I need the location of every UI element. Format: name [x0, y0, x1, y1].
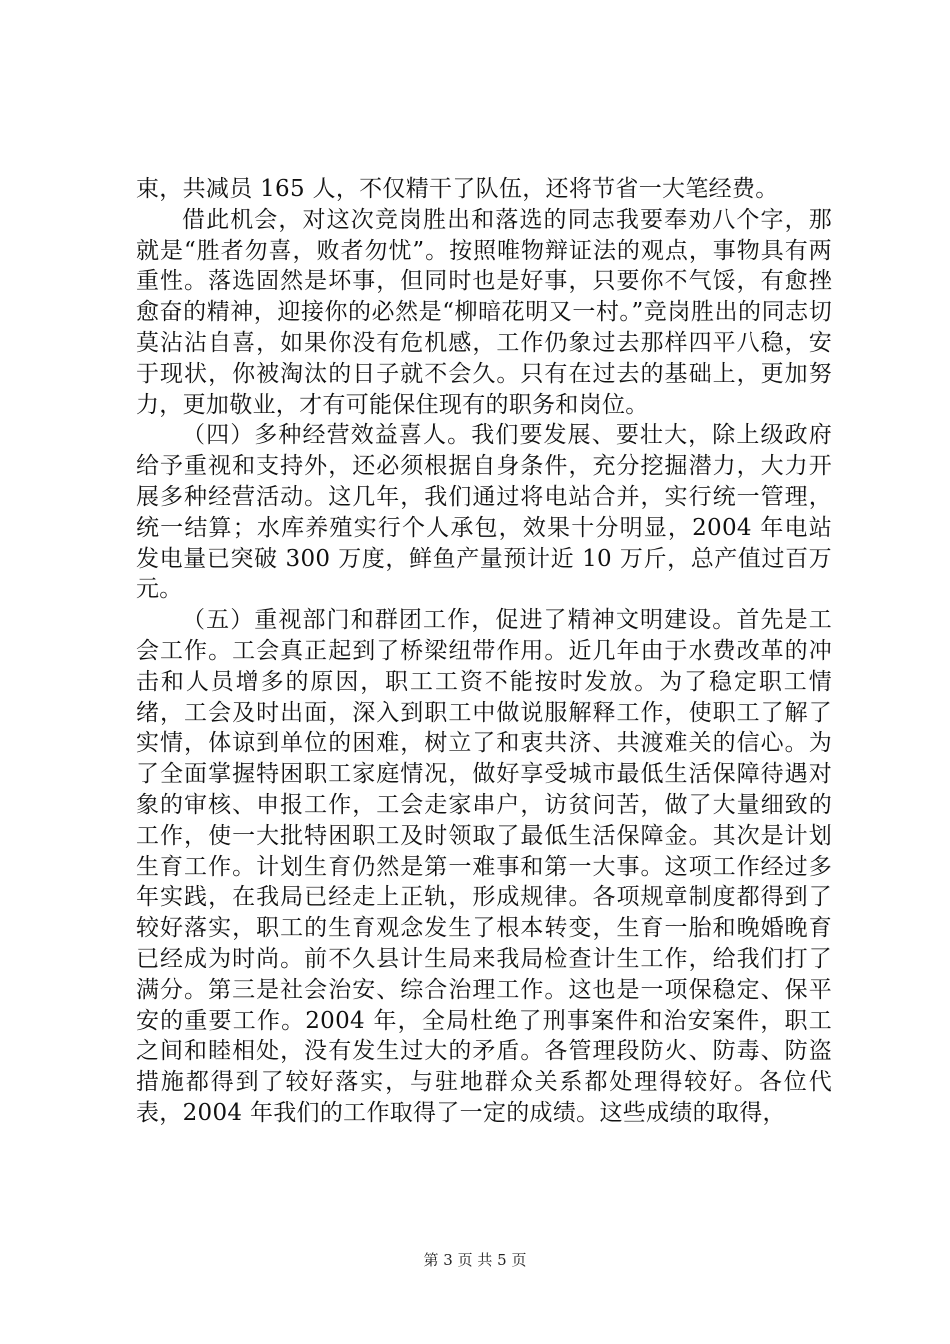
- paragraph-3: （四）多种经营效益喜人。我们要发展、要壮大，除上级政府给予重视和支持外，还必须根据自身条件，充分挖掘潜力，大力开展多种经营活动。这几年，我们通过将电站合并，实行统一管理，统一结算；水库养殖实行个人承包，效果十分明显，2004 年电站发电量已突破 300 万度，鲜鱼产量预计近 10 万斤，总产值过百万元。: [136, 422, 832, 603]
- page-footer: 第 3 页 共 5 页: [423, 1251, 527, 1269]
- paragraph-1: 束，共减员 165 人，不仅精干了队伍，还将节省一大笔经费。: [136, 176, 779, 202]
- paragraph-2: 借此机会，对这次竞岗胜出和落选的同志我要奉劝八个字，那就是“胜者勿喜，败者勿忧”。按照唯物辩证法的观点，事物具有两重性。落选固然是坏事，但同时也是好事，只要你不气馁，有愈挫愈奋的精神，迎接你的必然是“柳暗花明又一村。”竞岗胜出的同志切莫沾沾自喜，如果你没有危机感，工作仍象过去那样四平八稳，安于现状，你被淘汰的日子就不会久。只有在过去的基础上，更加努力，更加敬业，才有可能保住现有的职务和岗位。: [136, 206, 832, 418]
- body-text: [136, 174, 832, 1129]
- paragraph-4: （五）重视部门和群团工作，促进了精神文明建设。首先是工会工作。工会真正起到了桥梁纽带作用。近几年由于水费改革的冲击和人员增多的原因，职工工资不能按时发放。为了稳定职工情绪，工会及时出面，深入到职工中做说服解释工作，使职工了解了实情，体谅到单位的困难，树立了和衷共济、共渡难关的信心。为了全面掌握特困职工家庭情况，做好享受城市最低生活保障待遇对象的审核、申报工作，工会走家串户，访贫问苦，做了大量细致的工作，使一大批特困职工及时领取了最低生活保障金。其次是计划生育工作。计划生育仍然是第一难事和第一大事。这项工作经过多年实践，在我局已经走上正轨，形成规律。各项规章制度都得到了较好落实，职工的生育观念发生了根本转变，生育一胎和晚婚晚育已经成为时尚。前不久县计生局来我局检查计生工作，给我们打了满分。第三是社会治安、综合治理工作。这也是一项保稳定、保平安的重要工作。2004 年，全局杜绝了刑事案件和治安案件，职工之间和睦相处，没有发生过大的矛盾。各管理段防火、防毒、防盗措施都得到了较好落实，与驻地群众关系都处理得较好。各位代表，2004 年我们的工作取得了一定的成绩。这些成绩的取得，: [136, 607, 832, 1126]
